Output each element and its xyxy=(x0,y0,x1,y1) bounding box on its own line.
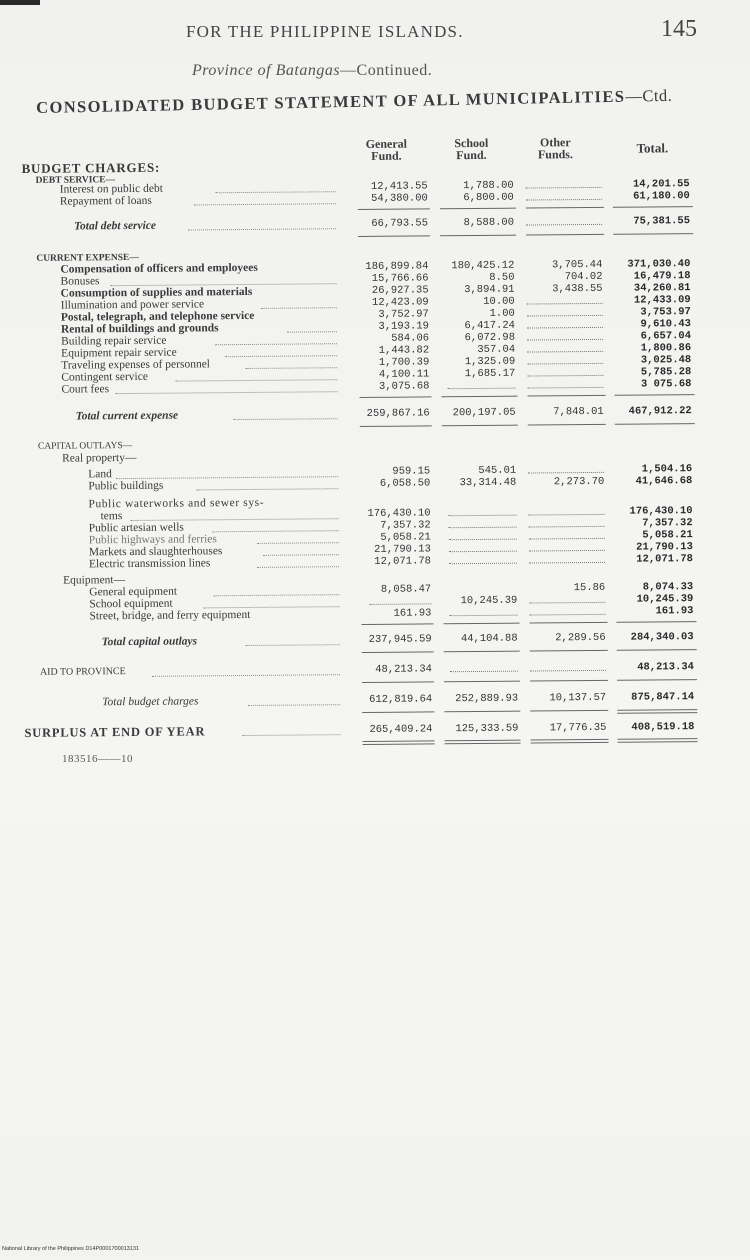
empty-cell-dash xyxy=(527,303,603,305)
section-label: CURRENT EXPENSE— xyxy=(36,252,139,264)
row-label: Markets and slaughterhouses xyxy=(88,545,223,559)
total-value: 41,646.68 xyxy=(635,475,693,488)
general-fund-value: 6,058.50 xyxy=(379,477,431,490)
general-fund-value: 612,819.64 xyxy=(369,693,433,706)
row-label: Public buildings xyxy=(88,479,164,493)
empty-cell-dash xyxy=(529,562,605,564)
subtotal-rule xyxy=(530,622,608,624)
other-funds-value: 2,273.70 xyxy=(553,475,605,489)
subtotal-rule xyxy=(444,681,520,683)
subtotal-rule xyxy=(617,649,697,651)
dot-leader xyxy=(194,203,336,205)
empty-cell-dash xyxy=(529,514,605,516)
general-fund-value: 959.15 xyxy=(392,465,431,478)
row-label: School equipment xyxy=(89,597,173,611)
general-fund-value: 259,867.16 xyxy=(366,407,430,420)
col-school-line2: Fund. xyxy=(456,147,487,163)
row-label: Interest on public debt xyxy=(59,182,163,196)
total-value: 1,800.86 xyxy=(640,342,692,355)
column-header-general xyxy=(355,137,417,162)
section-label: Equipment— xyxy=(63,574,126,587)
table-row-aid-province xyxy=(2,661,750,680)
general-fund-value: 66,793.55 xyxy=(371,217,429,230)
subtotal-rule xyxy=(528,395,606,397)
total-value: 5,058.21 xyxy=(642,529,693,542)
subtotal-rule xyxy=(442,425,518,427)
final-double-rule xyxy=(531,742,609,744)
row-label: Total capital outlays xyxy=(101,635,198,649)
row-label: Equipment repair service xyxy=(61,346,177,360)
empty-cell-dash xyxy=(526,199,602,201)
school-fund-value: 1.00 xyxy=(489,307,515,320)
empty-cell-dash xyxy=(526,187,602,189)
dot-leader xyxy=(152,674,340,677)
subtotal-rule xyxy=(360,425,432,427)
total-value: 61,180.00 xyxy=(633,190,690,203)
dot-leader xyxy=(188,228,336,230)
dot-leader xyxy=(196,488,338,490)
other-funds-value: 3,438.55 xyxy=(552,282,603,296)
table-row-surplus xyxy=(2,721,750,740)
total-value: 875,847.14 xyxy=(631,691,695,704)
empty-cell-dash xyxy=(449,515,517,517)
school-fund-value: 8.50 xyxy=(489,271,515,284)
dot-leader xyxy=(242,734,340,736)
subtotal-rule xyxy=(362,623,434,625)
table-row-total-debt xyxy=(0,215,748,234)
empty-cell-dash xyxy=(529,526,605,528)
school-fund-value: 1,788.00 xyxy=(463,179,514,193)
school-fund-value: 6,072.98 xyxy=(464,331,516,345)
general-fund-value: 4,100.11 xyxy=(378,368,430,381)
total-value: 75,381.55 xyxy=(633,215,691,228)
total-value: 467,912.22 xyxy=(628,405,692,418)
subtotal-rule xyxy=(442,396,518,398)
row-label: Land xyxy=(88,468,112,481)
row-label: Postal, telegraph, and telephone service xyxy=(60,309,255,324)
dot-leader xyxy=(248,704,340,706)
row-label: Illumination and power service xyxy=(60,298,205,312)
empty-cell-dash xyxy=(527,363,603,365)
row-label: Traveling expenses of personnel xyxy=(61,358,211,372)
row-label: Consumption of supplies and materials xyxy=(60,285,253,300)
general-fund-value: 1,443.82 xyxy=(378,344,430,357)
dot-leader xyxy=(115,391,337,394)
general-fund-value: 265,409.24 xyxy=(369,723,433,736)
total-value: 3,025.48 xyxy=(640,354,692,367)
row-label: Total budget charges xyxy=(102,695,199,709)
other-funds-value: 15.86 xyxy=(573,581,606,595)
other-funds-value: 704.02 xyxy=(564,270,603,284)
subtotal-rule xyxy=(440,208,516,210)
row-label: Contingent service xyxy=(61,370,148,384)
general-fund-value: 3,075.68 xyxy=(378,380,430,393)
school-fund-value: 125,333.59 xyxy=(455,722,519,736)
total-value: 34,260.81 xyxy=(633,282,691,295)
table-row-total-current xyxy=(0,405,750,424)
section-label: DEBT SERVICE— xyxy=(35,175,116,186)
section-label: CAPITAL OUTLAYS— xyxy=(37,440,133,452)
total-value: 12,071.78 xyxy=(636,553,694,566)
subtotal-rule xyxy=(358,235,430,237)
empty-cell-dash xyxy=(530,670,606,672)
other-funds-value: 17,776.35 xyxy=(549,721,607,735)
total-value: 3,753.97 xyxy=(640,306,691,319)
school-fund-value: 8,588.00 xyxy=(463,216,515,230)
school-fund-value: 33,314.48 xyxy=(459,476,517,490)
school-fund-value: 6,800.00 xyxy=(463,191,514,205)
empty-cell-dash xyxy=(449,527,517,529)
subtotal-rule xyxy=(440,235,516,237)
subtotal-rule xyxy=(613,233,693,235)
total-value: 9,610.43 xyxy=(640,318,691,331)
total-value: 161.93 xyxy=(655,605,694,618)
title-text: CONSOLIDATED BUDGET STATEMENT OF ALL MUNICIPALITIES xyxy=(36,86,626,117)
empty-cell-dash xyxy=(527,351,603,353)
empty-cell-dash xyxy=(527,375,603,377)
column-header-school xyxy=(445,137,497,161)
school-fund-value: 3,894.91 xyxy=(464,283,515,297)
empty-cell-dash xyxy=(529,614,605,616)
general-fund-value: 237,945.59 xyxy=(368,633,432,646)
total-value: 371,030.40 xyxy=(627,258,691,271)
row-label: SURPLUS AT END OF YEAR xyxy=(24,724,206,740)
col-general-line1: General xyxy=(365,136,408,151)
row-label: Rental of buildings and grounds xyxy=(60,322,219,336)
general-fund-value: 12,071.78 xyxy=(374,555,432,568)
total-value: 3 075.68 xyxy=(640,378,692,391)
subtotal-rule xyxy=(444,651,520,653)
row-label-continued: tems xyxy=(100,510,123,523)
school-fund-value: 545.01 xyxy=(478,464,517,477)
school-fund-value: 357.04 xyxy=(477,343,516,356)
total-value: 6,657.04 xyxy=(640,330,692,343)
school-fund-value: 1,685.17 xyxy=(464,367,516,381)
empty-cell-dash xyxy=(526,224,602,226)
general-fund-value: 12,413.55 xyxy=(370,180,428,193)
general-fund-value: 161.93 xyxy=(393,607,432,620)
empty-cell-dash xyxy=(527,327,603,329)
dot-leader xyxy=(234,418,338,420)
final-double-rule xyxy=(618,741,698,743)
page-number: 145 xyxy=(661,16,697,42)
table-row-total-budget xyxy=(2,691,750,710)
section-continued: —Continued. xyxy=(340,62,433,79)
subtotal-rule xyxy=(362,711,434,713)
general-fund-value: 1,700.39 xyxy=(378,356,430,369)
subtotal-rule xyxy=(530,680,608,682)
school-fund-value: 200,197.05 xyxy=(452,406,516,420)
subtotal-rule xyxy=(617,679,697,681)
general-fund-value: 54,380.00 xyxy=(371,192,428,205)
subtotal-rule xyxy=(358,208,430,210)
general-fund-value: 26,927.35 xyxy=(371,284,429,297)
empty-cell-dash xyxy=(449,563,517,565)
col-school-line1: School xyxy=(454,135,489,151)
subtotal-rule xyxy=(526,234,604,236)
total-value: 7,357.32 xyxy=(642,517,693,530)
final-double-rule xyxy=(618,738,698,740)
final-double-rule xyxy=(363,743,435,745)
printer-signature-code: 183516——10 xyxy=(62,753,133,765)
subtotal-rule xyxy=(444,711,520,713)
general-fund-value: 21,790.13 xyxy=(374,543,431,556)
subtotal-rule xyxy=(526,207,604,209)
double-rule xyxy=(617,712,697,714)
col-other-line1: Other xyxy=(539,135,571,150)
row-label: Court fees xyxy=(61,383,110,396)
total-value: 14,201.55 xyxy=(632,178,690,191)
final-double-rule xyxy=(445,740,521,742)
total-value: 10,245.39 xyxy=(636,593,694,606)
general-fund-value: 176,430.10 xyxy=(367,507,431,520)
empty-cell-dash xyxy=(527,315,603,317)
subtotal-rule xyxy=(530,710,608,712)
general-fund-value: 584.06 xyxy=(391,332,430,345)
general-fund-value: 8,058.47 xyxy=(380,583,432,596)
subtotal-rule xyxy=(615,423,695,425)
row-label: Total debt service xyxy=(73,219,157,233)
column-header-total: Total. xyxy=(636,140,669,156)
total-value: 408,519.18 xyxy=(631,721,695,734)
subtotal-rule xyxy=(528,424,606,426)
row-label: Electric transmission lines xyxy=(88,557,211,571)
total-value: 1,504.16 xyxy=(641,463,693,476)
subtotal-rule xyxy=(617,709,697,711)
table-row-total-capital xyxy=(2,631,750,650)
empty-cell-dash xyxy=(527,339,603,341)
running-head: FOR THE PHILIPPINE ISLANDS. xyxy=(186,22,464,41)
general-fund-value: 186,899.84 xyxy=(365,260,429,273)
column-header-other xyxy=(529,136,581,160)
school-fund-value: 252,889.93 xyxy=(455,692,519,706)
general-fund-value: 15,766.66 xyxy=(371,272,429,285)
row-label: General equipment xyxy=(89,585,178,599)
row-label: Public highways and ferries xyxy=(88,533,217,547)
row-label: Public artesian wells xyxy=(88,521,184,535)
other-funds-value: 10,137.57 xyxy=(549,691,607,705)
total-value: 48,213.34 xyxy=(637,661,694,674)
total-value: 284,340.03 xyxy=(630,631,694,644)
empty-cell-dash xyxy=(527,387,603,389)
empty-cell-dash xyxy=(529,602,605,604)
other-funds-value: 7,848.01 xyxy=(553,405,604,419)
row-label: Building repair service xyxy=(60,334,167,348)
total-value: 16,479.18 xyxy=(633,270,691,283)
empty-cell-dash xyxy=(528,472,604,474)
subtotal-rule xyxy=(530,650,608,652)
empty-cell-dash xyxy=(449,615,517,617)
subtotal-rule xyxy=(362,651,434,653)
empty-cell-dash xyxy=(529,538,605,540)
final-double-rule xyxy=(363,740,435,742)
empty-cell-dash xyxy=(450,671,518,673)
general-fund-value: 12,423.09 xyxy=(371,296,429,309)
row-label: Street, bridge, and ferry equipment xyxy=(89,608,251,623)
row-label: Bonuses xyxy=(60,275,100,288)
empty-cell-dash xyxy=(369,603,431,605)
subtotal-rule xyxy=(617,621,697,623)
empty-cell-dash xyxy=(449,551,517,553)
final-double-rule xyxy=(445,743,521,745)
library-credit: National Library of the Philippines D14P0001700013131 xyxy=(2,1246,139,1252)
subtotal-rule xyxy=(360,396,432,398)
empty-cell-dash xyxy=(529,550,605,552)
school-fund-value: 6,417.24 xyxy=(464,319,515,333)
school-fund-value: 10,245.39 xyxy=(460,594,518,608)
row-label: Public waterworks and sewer sys- xyxy=(88,496,265,511)
general-fund-value: 5,058.21 xyxy=(380,531,431,544)
total-value: 8,074.33 xyxy=(642,581,694,594)
subtotal-rule xyxy=(362,681,434,683)
section-province: Province of Batangas xyxy=(192,62,341,79)
school-fund-value: 180,425.12 xyxy=(451,259,515,273)
other-funds-value: 3,705.44 xyxy=(551,258,603,272)
row-label: AID TO PROVINCE xyxy=(39,666,126,678)
dot-leader xyxy=(246,644,340,646)
section-label: BUDGET CHARGES: xyxy=(21,159,161,176)
school-fund-value: 10.00 xyxy=(483,295,515,308)
dot-leader xyxy=(257,566,339,568)
section-label: Real property— xyxy=(62,451,137,465)
final-double-rule xyxy=(531,739,609,741)
general-fund-value: 7,357.32 xyxy=(380,519,431,532)
row-label: Compensation of officers and employees xyxy=(60,261,258,276)
subtotal-rule xyxy=(444,623,520,625)
general-fund-value: 48,213.34 xyxy=(375,663,432,676)
col-general-line2: Fund. xyxy=(371,148,402,163)
general-fund-value: 3,752.97 xyxy=(378,308,429,321)
other-funds-value: 2,289.56 xyxy=(555,631,606,645)
title-continued: —Ctd. xyxy=(625,85,673,106)
school-fund-value: 1,325.09 xyxy=(464,355,516,369)
col-other-line2: Funds. xyxy=(537,147,574,162)
empty-cell-dash xyxy=(447,388,515,390)
school-fund-value: 44,104.88 xyxy=(460,632,518,646)
subtotal-rule xyxy=(615,394,695,396)
empty-cell-dash xyxy=(449,539,517,541)
subtotal-rule xyxy=(613,206,693,208)
row-label: Repayment of loans xyxy=(59,194,152,208)
general-fund-value: 3,193.19 xyxy=(378,320,429,333)
total-value: 21,790.13 xyxy=(636,541,693,554)
total-value: 5,785.28 xyxy=(640,366,692,379)
total-value: 176,430.10 xyxy=(629,505,693,518)
row-label: Total current expense xyxy=(75,409,179,423)
total-value: 12,433.09 xyxy=(633,294,691,307)
